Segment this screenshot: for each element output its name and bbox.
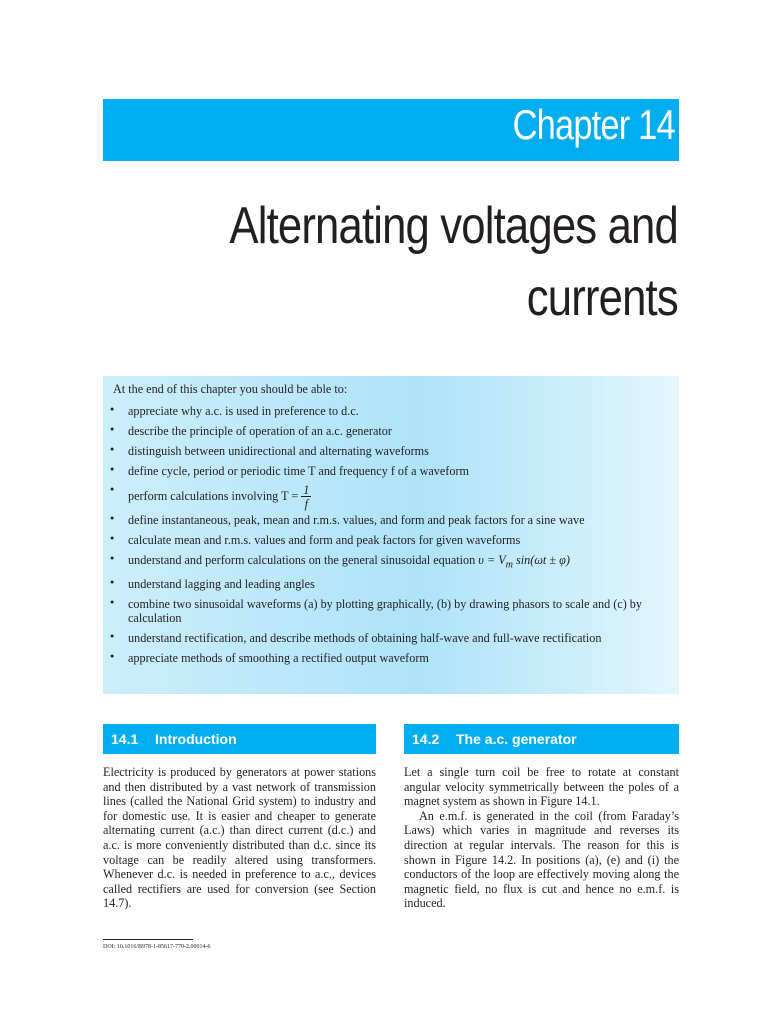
section-number: 14.2 bbox=[412, 731, 440, 747]
objective-text: appreciate why a.c. is used in preference to d.c. bbox=[128, 404, 359, 418]
objective-text: understand lagging and leading angles bbox=[128, 576, 315, 591]
fraction-denominator: f bbox=[304, 497, 309, 512]
objective-text: define instantaneous, peak, mean and r.m.s. values, and form and peak factors for a sine wave bbox=[128, 512, 585, 527]
objectives-intro: At the end of this chapter you should be able to: bbox=[113, 382, 348, 396]
ac-generator-body bbox=[404, 765, 679, 911]
objective-text: understand and perform calculations on the general sinusoidal equation bbox=[128, 552, 476, 567]
objective-item bbox=[103, 631, 679, 646]
paragraph: Electricity is produced by generators at power stations and then distributed by a vast network of transmission lines (called the National Grid system) to industry and for domestic use. It is easier and cheaper to generate alternating current (a.c.) than direct current (d.c.) and a.c. is more conveniently distributed than d.c. since its voltage can be readily altered using transformers. Whenever d.c. is needed in preference to a.c., devices called rectifiers are used for conversion (see Section 14.7). bbox=[103, 765, 376, 911]
doi-footnote: DOI: 10.1016/B978-1-85617-770-2.00014-6 bbox=[103, 944, 211, 950]
objective-item bbox=[103, 651, 679, 666]
objective-item bbox=[103, 553, 679, 572]
objective-item bbox=[103, 444, 679, 459]
equation-rhs: sin(ωt ± φ) bbox=[513, 552, 570, 567]
chapter-banner bbox=[103, 99, 679, 161]
objective-item bbox=[103, 464, 679, 479]
introduction-body bbox=[103, 765, 376, 911]
section-title: Introduction bbox=[155, 731, 237, 747]
objective-text: calculate mean and r.m.s. values and form and peak factors for given waveforms bbox=[128, 532, 521, 547]
objective-item bbox=[103, 424, 679, 439]
objective-item bbox=[103, 404, 679, 419]
chapter-label: Chapter 14 bbox=[512, 101, 675, 148]
sinusoidal-equation bbox=[478, 552, 570, 571]
objective-text: define cycle, period or periodic time T and frequency f of a waveform bbox=[128, 464, 469, 479]
fraction-numerator: 1 bbox=[303, 483, 310, 498]
objective-item bbox=[103, 513, 679, 528]
footnote-rule bbox=[103, 939, 193, 940]
chapter-title-line-1: Alternating voltages and bbox=[229, 197, 678, 255]
chapter-title-line-2: currents bbox=[526, 269, 678, 327]
section-heading-introduction bbox=[103, 724, 376, 754]
learning-objectives-box bbox=[103, 376, 679, 694]
objective-text: combine two sinusoidal waveforms (a) by plotting graphically, (b) by drawing phasors to scale and (c) by calculation bbox=[128, 596, 642, 626]
objective-item bbox=[103, 484, 679, 510]
section-number: 14.1 bbox=[111, 731, 139, 747]
objective-text: perform calculations involving T = bbox=[128, 489, 299, 504]
objective-text: appreciate methods of smoothing a rectified output waveform bbox=[128, 651, 429, 666]
objectives-list bbox=[103, 404, 679, 671]
section-heading-ac-generator bbox=[404, 724, 679, 754]
chapter-title bbox=[118, 190, 678, 334]
objective-text: describe the principle of operation of an a.c. generator bbox=[128, 424, 392, 439]
paragraph: Let a single turn coil be free to rotate at constant angular velocity symmetrically between the poles of a magnet system as shown in Figure 14.1. bbox=[404, 765, 679, 809]
period-fraction bbox=[301, 484, 311, 510]
paragraph: An e.m.f. is generated in the coil (from Faraday’s Laws) which varies in magnitude and reverses its direction at regular intervals. The reason for this is shown in Figure 14.2. In positions (a), (e) and (i) the conductors of the loop are effectively moving along the magnetic field, no flux is cut and hence no e.m.f. is induced. bbox=[404, 808, 679, 911]
section-title: The a.c. generator bbox=[456, 731, 577, 747]
equation-subscript: m bbox=[505, 559, 513, 571]
objective-text: distinguish between unidirectional and alternating waveforms bbox=[128, 444, 429, 459]
objective-item bbox=[103, 577, 679, 592]
objective-item bbox=[103, 533, 679, 548]
objective-item bbox=[103, 597, 679, 626]
equation-lhs: υ = V bbox=[478, 552, 506, 567]
objective-text: understand rectification, and describe methods of obtaining half-wave and full-wave rectification bbox=[128, 631, 602, 646]
